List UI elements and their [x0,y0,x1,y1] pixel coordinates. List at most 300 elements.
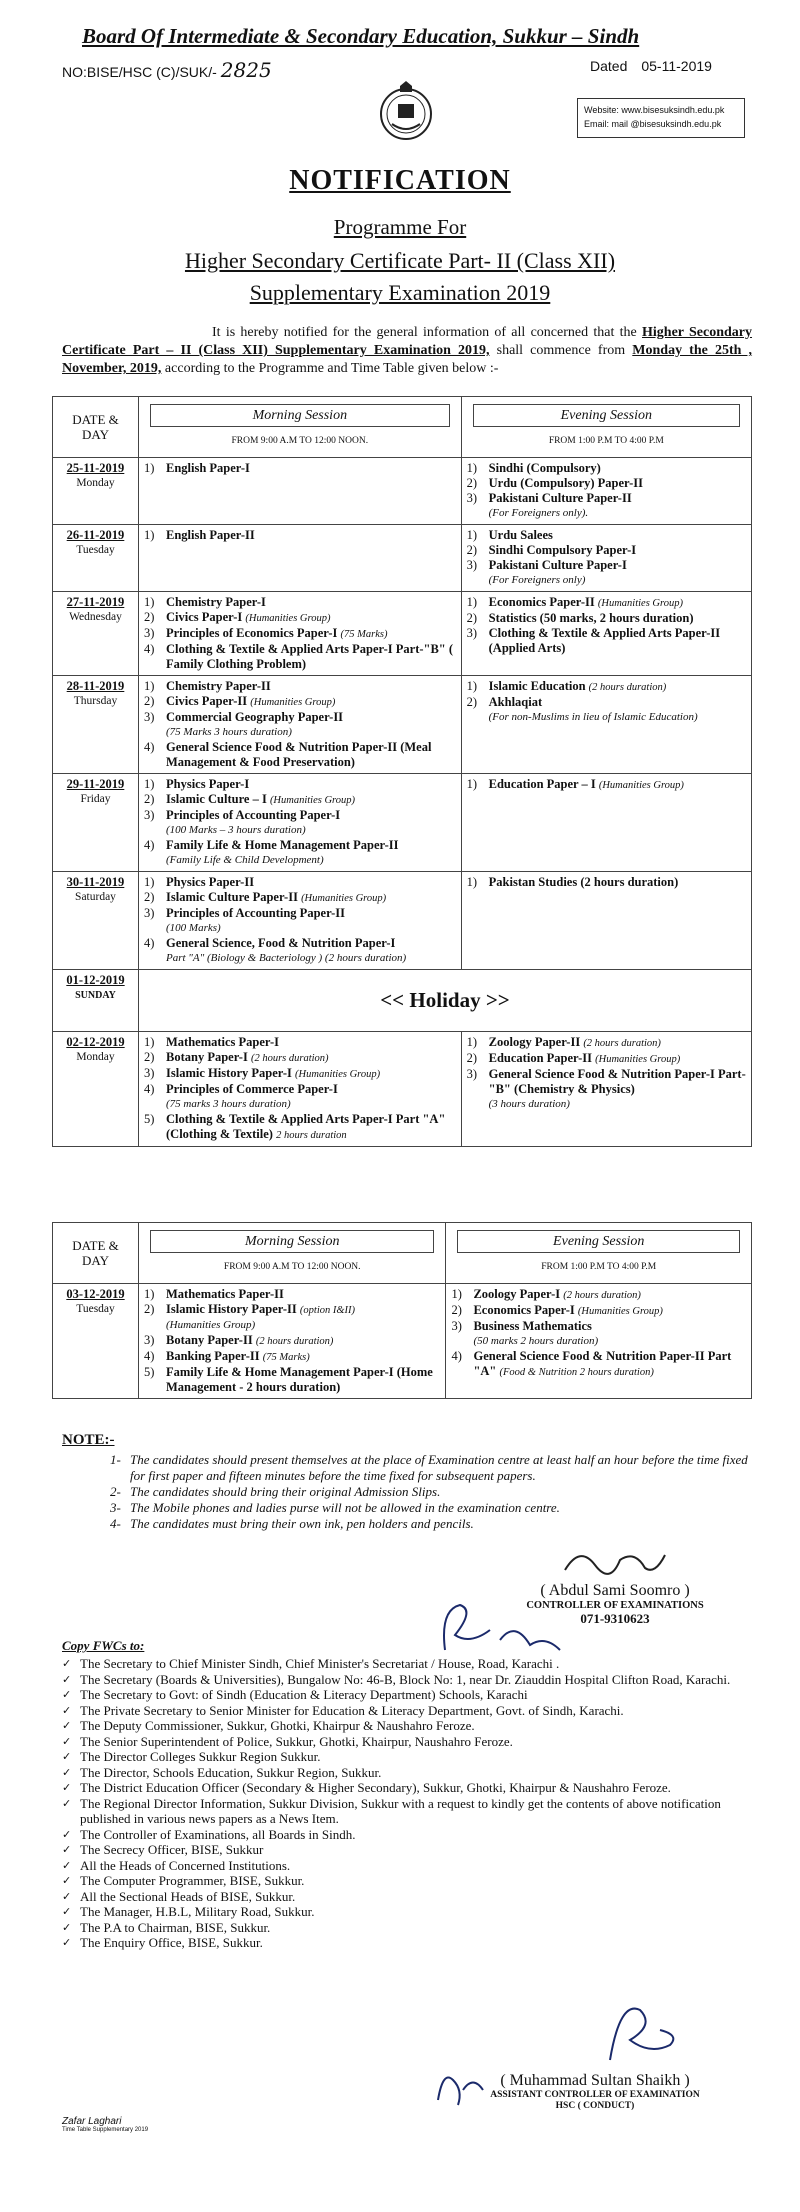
note-item [110,1516,750,1532]
subject-name: Sindhi (Compulsory) [488,461,601,475]
evening-cell [461,525,751,592]
subject-detail: (option I&II) [299,1305,356,1316]
contact-box [577,98,745,138]
evening-entry [467,777,746,793]
exam-weekday: Saturday [75,891,116,903]
entry-text [166,1302,440,1318]
exam-date: 29-11-2019 [66,777,125,791]
subject-detail: (Humanities Group) [598,780,684,791]
entry-number: 3) [144,808,155,822]
exam-weekday: Monday [76,477,115,489]
subject-name: English Paper-II [166,528,255,542]
exam-date: 02-12-2019 [66,1035,125,1049]
evening-session-label: Evening Session [473,404,740,427]
entry-text [166,875,456,890]
evening-entry [467,1051,746,1067]
entry-number: 4) [144,1349,155,1363]
entry-text [166,1365,440,1395]
check-icon: ✓ [62,1750,72,1763]
copy-recipient [62,1687,752,1703]
subject-detail: (Humanities Group) [295,1069,381,1080]
exam-day-row [53,872,752,970]
copy-recipient [62,1873,752,1889]
exam-weekday: Monday [76,1051,115,1063]
subject-subnote: (75 Marks 3 hours duration) [166,726,292,738]
note-number: 2- [110,1484,121,1499]
intro-text-2: shall commence from [496,343,626,358]
subject-subnote: (For Foreigners only). [488,507,589,519]
entry-number: 3) [144,906,155,920]
date-day-header: DATE & DAY [53,397,139,458]
exam-heading: Supplementary Examination 2019 [249,280,551,305]
subject-detail: (Humanities Group) [245,613,331,624]
check-icon: ✓ [62,1765,72,1779]
note-item [110,1484,750,1500]
entry-number: 3) [466,1067,478,1081]
morning-entry [144,808,456,823]
subject-name: Akhlaqiat [488,695,543,709]
evening-entry [451,1287,746,1303]
entry-number: 3) [451,1319,462,1333]
subject-name: Civics Paper-II [166,694,248,708]
evening-entry [467,626,746,656]
subject-name: Economics Paper-I [473,1303,575,1317]
intro-text-1: It is hereby notified for the general information of all concerned that the [212,325,637,340]
evening-cell [461,872,751,970]
exam-day-row [53,1032,752,1147]
entry-text [166,642,456,672]
entry-number: 4) [144,838,155,852]
check-icon: ✓ [62,1920,72,1934]
subject-detail: 2 hours duration [276,1130,347,1141]
evening-time-label-2: FROM 1:00 P.M TO 4:00 P.M [541,1262,657,1272]
copy-recipient [62,1889,752,1905]
exam-day-row [53,592,752,676]
entry-text [166,1287,440,1302]
check-icon: ✓ [62,1672,72,1686]
subject-name: Principles of Economics Paper-I [166,626,338,640]
evening-cell [446,1284,752,1399]
morning-entry [144,1349,440,1365]
entry-text [166,936,456,951]
intro-bold-2: Monday the 25th , November, 2019, [62,343,753,376]
recipient-text: The Private Secretary to Senior Minister for Education & Literacy Department, Govt. of Sindh, Karachi. [80,1702,624,1718]
timetable-1-rows [53,458,752,970]
copy-recipient [62,1858,752,1874]
note-list [110,1452,750,1532]
morning-cell [139,458,462,525]
evening-entry [467,1035,746,1051]
entry-text [489,558,746,573]
entry-number: 2) [451,1303,462,1317]
subject-detail: (75 Marks) [340,629,388,640]
morning-entry [144,710,456,725]
copy-recipient [62,1734,752,1750]
recipient-text: The Deputy Commissioner, Sukkur, Ghotki, Khairpur & Naushahro Feroze. [80,1718,475,1733]
morning-entry [144,875,456,890]
controller-signature-icon [560,1540,670,1580]
subject-name: Chemistry Paper-I [166,595,266,609]
note-text: The Mobile phones and ladies purse will not be allowed in the examination centre. [130,1500,560,1515]
morning-entry [144,1112,456,1143]
morning-entry [144,1302,440,1318]
exam-date: 30-11-2019 [66,875,125,889]
board-name: Board Of Intermediate & Secondary Education, Sukkur – Sindh [82,24,640,48]
holiday-row [53,970,752,1032]
entry-number: 1) [144,777,155,791]
copy-recipient [62,1904,752,1920]
entry-number: 4) [144,1082,155,1096]
subject-name: General Science Food & Nutrition Paper-I Part-"B" (Chemistry & Physics) [488,1067,746,1096]
controller-phone: 071-9310623 [580,1611,650,1626]
recipient-text: The Director Colleges Sukkur Region Sukkur. [80,1749,321,1764]
subject-subnote: (For non-Muslims in lieu of Islamic Education) [488,711,698,723]
copy-recipient [62,1935,752,1951]
morning-entry [144,890,456,906]
copy-list [62,1656,752,1951]
recipient-text: The Controller of Examinations, all Boards in Sindh. [80,1826,356,1842]
note-number: 1- [110,1452,121,1467]
entry-number: 1) [144,875,155,889]
entry-number: 3) [144,626,155,640]
reference-number [62,58,272,82]
subject-name: General Science, Food & Nutrition Paper-I [166,936,396,950]
copy-recipient [62,1842,752,1858]
subject-name: Clothing & Textile & Applied Arts Paper-I Part "A" (Clothing & Textile) [166,1112,446,1141]
copy-recipient [62,1749,752,1765]
subject-name: Islamic Culture – I [166,792,267,806]
recipient-text: The Enquiry Office, BISE, Sukkur. [80,1935,263,1950]
date-line [590,58,712,74]
entry-number: 2) [144,792,155,806]
morning-entry [144,595,456,610]
morning-header-2 [139,1223,446,1284]
morning-entry [144,906,456,921]
subject-name: Commercial Geography Paper-II [166,710,344,724]
subject-name: Physics Paper-I [166,777,250,791]
check-icon: ✓ [62,1781,72,1794]
check-icon: ✓ [62,1843,72,1856]
recipient-text: The Senior Superintendent of Police, Sukkur, Ghotki, Khairpur, Naushahro Feroze. [80,1733,513,1749]
entry-text [166,1035,456,1050]
entry-number: 1) [466,679,478,693]
morning-entry [144,1035,456,1050]
subject-name: Mathematics Paper-II [166,1287,284,1301]
subject-detail: (Humanities Group) [577,1306,663,1317]
intro-bold-1: Higher Secondary Certificate Part – II (Class XII) Supplementary Examination 2019, [62,325,753,358]
entry-number: 1) [466,595,478,609]
exam-date: 26-11-2019 [66,528,125,542]
footer-name: Zafar Laghari [62,2116,122,2127]
notification-heading: NOTIFICATION [289,165,511,196]
note-item [110,1500,750,1516]
entry-number: 5) [144,1365,155,1379]
morning-entry [144,642,456,672]
subject-name: Islamic Education [488,679,586,693]
exam-day-row [53,525,752,592]
entry-text [166,528,456,543]
check-icon: ✓ [62,1858,72,1872]
subject-name: Pakistani Culture Paper-II [488,491,632,505]
entry-number: 3) [466,626,478,640]
recipient-text: All the Sectional Heads of BISE, Sukkur. [80,1888,296,1904]
evening-cell [461,458,751,525]
recipient-text: The Secretary (Boards & Universities), Bungalow No: 46-B, Block No: 1, near Dr. Ziauddin Hospital Clifton Road, Karachi. [80,1671,731,1687]
exam-date: 27-11-2019 [66,595,125,609]
entry-number: 1) [466,461,478,475]
subject-name: Clothing & Textile & Applied Arts Paper-I Part-"B" ( Family Clothing Problem) [166,642,454,671]
subject-name: General Science Food & Nutrition Paper-II Part "A" [473,1349,732,1378]
subject-detail: (Humanities Group) [597,598,683,609]
evening-time-label: FROM 1:00 P.M TO 4:00 P.M [548,436,664,446]
entry-text [166,710,456,725]
entry-text [166,595,456,610]
recipient-text: All the Heads of Concerned Institutions. [80,1857,291,1873]
subject-name: Principles of Commerce Paper-I [166,1082,338,1096]
subject-detail: (2 hours duration) [255,1336,334,1347]
subject-detail: (2 hours duration) [563,1290,641,1301]
morning-entry [144,740,456,770]
note-text: The candidates should present themselves at the place of Examination centre at least half an hour before the time fixed for first paper and fifteen minutes before the time fixed for subsequent papers. [130,1452,748,1483]
subject-name: Chemistry Paper-II [166,679,271,693]
date-cell [53,676,139,774]
subject-detail: (2 hours duration) [588,682,667,693]
controller-signature-block [490,1582,740,1627]
entry-text [489,695,746,710]
entry-number: 2) [466,611,478,625]
entry-number: 1) [144,1035,155,1049]
morning-entry [144,1287,440,1302]
recipient-text: The Computer Programmer, BISE, Sukkur. [80,1873,305,1888]
subject-detail: (2 hours duration) [583,1038,661,1049]
morning-entry [144,1082,456,1097]
evening-entry [467,558,746,573]
evening-entry [467,476,746,491]
entry-number: 2) [144,1302,155,1316]
entry-number: 3) [144,1066,155,1080]
subject-detail: (Food & Nutrition 2 hours duration) [499,1367,654,1378]
exam-day-row [53,1284,752,1399]
entry-number: 1) [144,595,155,609]
note-number: 4- [110,1516,121,1531]
subject-detail: (Humanities Group) [269,795,355,806]
morning-entry [144,936,456,951]
entry-text [166,1082,456,1097]
subject-name: Education Paper – I [488,777,596,791]
morning-entry [144,1365,440,1395]
morning-entry [144,1333,440,1349]
exam-weekday: Tuesday [76,544,115,556]
entry-number: 3) [144,710,155,724]
evening-entry [467,679,746,695]
morning-entry [144,1066,456,1082]
exam-date: 28-11-2019 [66,679,125,693]
note-text: The candidates should bring their original Admission Slips. [130,1484,441,1499]
recipient-text: The Regional Director Information, Sukkur Division, Sukkur with a request to kindly get the contents of above notification published in various news papers as a News Item. [80,1795,721,1826]
subject-name: Business Mathematics [473,1319,592,1333]
subject-name: Urdu (Compulsory) Paper-II [488,476,644,490]
timetable-2-rows [53,1284,752,1399]
evening-entry [467,611,746,626]
entry-text [166,838,456,853]
check-icon: ✓ [62,1936,72,1949]
subject-name: Urdu Salees [488,528,553,542]
entry-text [489,1051,746,1067]
exam-date: 25-11-2019 [66,461,125,475]
date-cell [53,1284,139,1399]
recipient-text: The Director, Schools Education, Sukkur Region, Sukkur. [80,1764,382,1780]
copy-recipient [62,1703,752,1719]
copy-recipient [62,1796,752,1827]
subject-name: Statistics (50 marks, 2 hours duration) [488,611,694,625]
entry-text [166,610,456,626]
subject-subnote: (Family Life & Child Development) [166,854,324,866]
exam-day-row [53,676,752,774]
subject-name: Economics Paper-II [488,595,595,609]
evening-entry [467,875,746,890]
controller-title: CONTROLLER OF EXAMINATIONS [526,1600,704,1611]
entry-text [166,792,456,808]
subject-name: Islamic History Paper-II [166,1302,297,1316]
subject-name: Principles of Accounting Paper-I [166,808,341,822]
entry-number: 1) [466,777,478,791]
entry-text [166,461,456,476]
copy-recipient [62,1920,752,1936]
morning-cell [139,1284,446,1399]
check-icon: ✓ [62,1905,72,1918]
date-day-header-2: DATE & DAY [53,1223,139,1284]
check-icon: ✓ [62,1889,72,1903]
entry-text [489,611,746,626]
recipient-text: The District Education Officer (Secondary & Higher Secondary), Sukkur, Ghotki, Khairpur & Naushahro Feroze. [80,1780,671,1795]
morning-time-label-2: FROM 9:00 A.M TO 12:00 NOON. [223,1262,361,1272]
entry-text [489,528,746,543]
morning-entry [144,610,456,626]
subject-name: Pakistan Studies (2 hours duration) [488,875,679,889]
copy-recipient [62,1656,752,1672]
assistant-title: ASSISTANT CONTROLLER OF EXAMINATION [490,2090,700,2100]
intro-paragraph [62,324,752,378]
footer-note: Time Table Supplementary 2019 [62,2127,149,2133]
assistant-name: ( Muhammad Sultan Shaikh ) [500,2072,690,2089]
evening-entry [467,491,746,506]
entry-text [489,875,746,890]
entry-text [489,1035,746,1051]
entry-number: 1) [144,528,155,542]
entry-number: 4) [451,1349,462,1363]
subject-subnote: Part "A" (Biology & Bacteriology ) (2 hours duration) [166,952,407,964]
subject-name: Zoology Paper-II [488,1035,581,1049]
morning-cell [139,592,462,676]
entry-number: 1) [466,1035,478,1049]
entry-number: 1) [144,679,155,693]
date-cell [53,1032,139,1147]
copy-recipient [62,1672,752,1688]
evening-entry [467,595,746,611]
subject-name: Principles of Accounting Paper-II [166,906,346,920]
entry-number: 2) [466,543,478,557]
subject-name: Botany Paper-I [166,1050,248,1064]
exam-weekday: Tuesday [76,1303,115,1315]
note-text: The candidates must bring their own ink, pen holders and pencils. [130,1516,474,1531]
morning-session-label-2: Morning Session [150,1230,434,1253]
subject-name: Mathematics Paper-I [166,1035,280,1049]
morning-entry [144,626,456,642]
subject-detail: (2 hours duration) [250,1053,329,1064]
holiday-label: << Holiday >> [139,970,752,1032]
certificate-heading: Higher Secondary Certificate Part- II (Class XII) [184,248,616,273]
controller-name: ( Abdul Sami Soomro ) [540,1582,690,1599]
entry-text [166,906,456,921]
subject-subnote: (75 marks 3 hours duration) [166,1098,291,1110]
dated-label: Dated [590,58,628,74]
check-icon: ✓ [62,1796,72,1810]
entry-number: 1) [466,528,478,542]
date-cell [53,592,139,676]
morning-entry [144,528,456,543]
timetable-1-rows-after-holiday [53,1032,752,1147]
evening-cell [461,676,751,774]
entry-text [489,543,746,558]
morning-session-label: Morning Session [150,404,450,427]
entry-text [166,679,456,694]
subject-name: Clothing & Textile & Applied Arts Paper-II (Applied Arts) [488,626,721,655]
morning-cell [139,676,462,774]
entry-number: 3) [466,558,478,572]
note-number: 3- [110,1500,121,1515]
entry-number: 3) [466,491,478,505]
subject-name: Physics Paper-II [166,875,255,889]
morning-cell [139,525,462,592]
note-item [110,1452,750,1484]
entry-text [166,1112,456,1143]
entry-text [489,476,746,491]
exam-day-row [53,774,752,872]
entry-number: 3) [144,1333,155,1347]
timetable-2-header-row [53,1223,752,1284]
recipient-text: The Secretary to Chief Minister Sindh, Chief Minister's Secretariat / House, Road, Karachi . [80,1656,560,1671]
reference-handwritten-number: 2825 [220,58,272,82]
subject-name: Pakistani Culture Paper-I [488,558,627,572]
subject-subnote: (100 Marks – 3 hours duration) [166,824,306,836]
entry-number: 1) [144,1287,155,1301]
subject-name: Family Life & Home Management Paper-II [166,838,399,852]
entry-number: 1) [451,1287,462,1301]
date-cell [53,458,139,525]
entry-text [166,740,456,770]
subject-detail: (75 Marks) [262,1352,310,1363]
copy-label: Copy FWCs to: [62,1638,145,1653]
subject-name: Sindhi Compulsory Paper-I [488,543,637,557]
entry-text [166,626,456,642]
entry-text [489,626,746,656]
recipient-text: The Manager, H.B.L, Military Road, Sukkur. [80,1904,315,1919]
morning-entry [144,1050,456,1066]
subject-name: Islamic Culture Paper-II [166,890,298,904]
evening-entry [451,1349,746,1380]
check-icon: ✓ [62,1827,72,1841]
entry-number: 2) [144,890,155,904]
assistant-signature-icon [590,1990,690,2070]
morning-cell [139,1032,462,1147]
evening-entry [467,1067,746,1097]
timetable-2 [52,1222,752,1399]
date-cell [53,774,139,872]
entry-number: 2) [144,694,155,708]
subject-name: Banking Paper-II [166,1349,260,1363]
programme-heading: Programme For [333,215,467,239]
entry-number: 2) [466,476,478,490]
